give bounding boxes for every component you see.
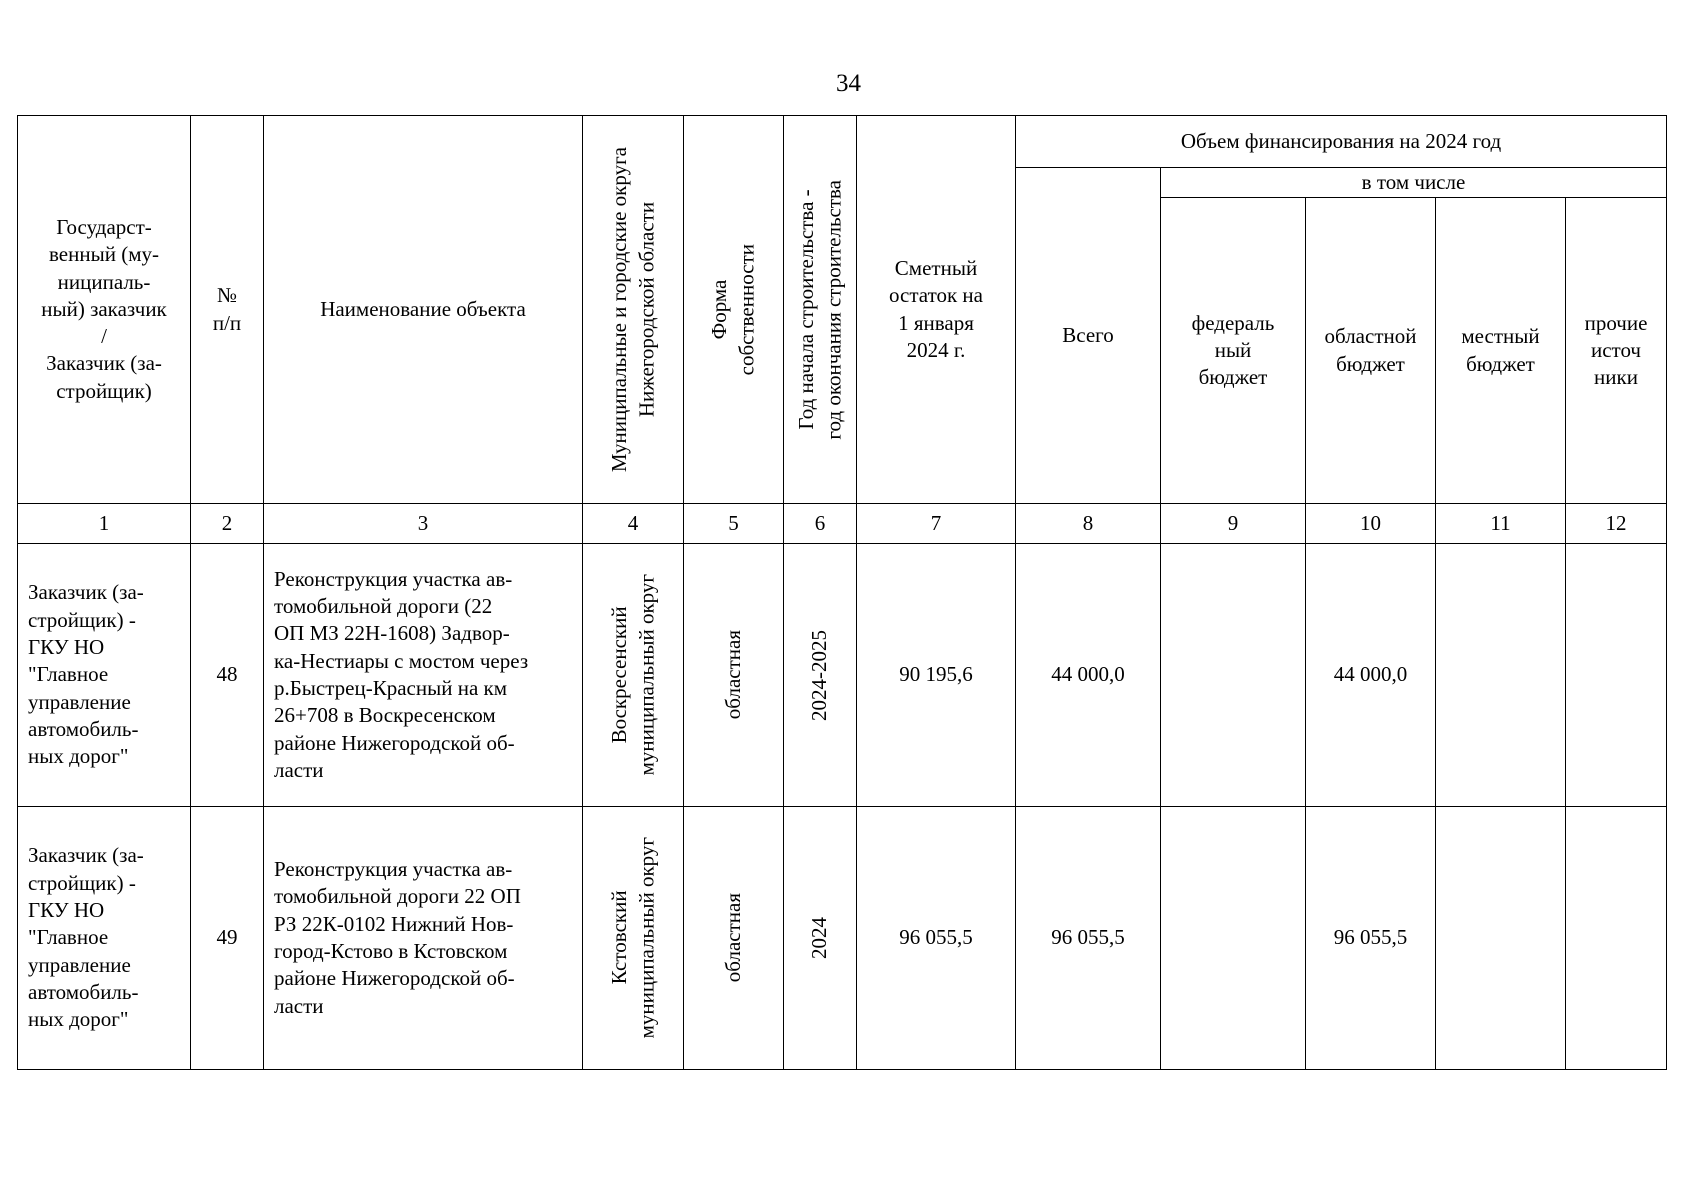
column-number: 2 (191, 504, 264, 544)
row-regional: 44 000,0 (1306, 544, 1436, 807)
column-number: 3 (264, 504, 583, 544)
column-number: 8 (1016, 504, 1161, 544)
header-federal: федераль ный бюджет (1161, 198, 1306, 504)
header-num: № п/п (191, 116, 264, 504)
header-object-name: Наименование объекта (264, 116, 583, 504)
row-ownership: областная (720, 630, 745, 720)
row-regional: 96 055,5 (1306, 807, 1436, 1070)
header-including: в том числе (1161, 168, 1667, 198)
row-years-cell (784, 807, 857, 1070)
row-district: Воскресенский муниципальный округ (606, 574, 658, 776)
column-number: 7 (857, 504, 1016, 544)
row-district: Кстовский муниципальный округ (606, 837, 658, 1039)
header-other: прочие источ ники (1566, 198, 1667, 504)
column-number: 1 (18, 504, 191, 544)
column-number: 10 (1306, 504, 1436, 544)
column-number: 5 (684, 504, 784, 544)
header-ownership: Форма собственности (707, 243, 759, 376)
column-number: 4 (583, 504, 684, 544)
table-row (18, 544, 1667, 807)
header-customer: Государст- венный (му- ниципаль- ный) заказчик / Заказчик (за- стройщик) (18, 116, 191, 504)
row-total: 96 055,5 (1016, 807, 1161, 1070)
row-estimate: 90 195,6 (857, 544, 1016, 807)
row-local (1436, 544, 1566, 807)
column-number-row (18, 504, 1667, 544)
row-total: 44 000,0 (1016, 544, 1161, 807)
row-num: 49 (191, 807, 264, 1070)
row-other (1566, 807, 1667, 1070)
row-other (1566, 544, 1667, 807)
table-row (18, 807, 1667, 1070)
header-ownership-cell (684, 116, 784, 504)
row-estimate: 96 055,5 (857, 807, 1016, 1070)
header-districts-cell (583, 116, 684, 504)
column-number: 12 (1566, 504, 1667, 544)
investment-table (17, 115, 1667, 1070)
column-number: 9 (1161, 504, 1306, 544)
column-number: 6 (784, 504, 857, 544)
header-regional: областной бюджет (1306, 198, 1436, 504)
row-num: 48 (191, 544, 264, 807)
row-years: 2024-2025 (807, 629, 832, 721)
header-total: Всего (1016, 168, 1161, 504)
page-number: 34 (836, 70, 861, 97)
row-ownership: областная (720, 893, 745, 983)
row-ownership-cell (684, 544, 784, 807)
header-estimate: Сметный остаток на 1 января 2024 г. (857, 116, 1016, 504)
row-years-cell (784, 544, 857, 807)
row-local (1436, 807, 1566, 1070)
header-years-cell (784, 116, 857, 504)
header-financing: Объем финансирования на 2024 год (1016, 116, 1667, 168)
header-years: Год начала строительства - год окончания строительства (793, 179, 845, 440)
header-local: местный бюджет (1436, 198, 1566, 504)
row-customer: Заказчик (за- стройщик) - ГКУ НО "Главное управление автомобиль- ных дорог" (18, 544, 191, 807)
row-object-name: Реконструкция участка ав- томобильной дороги 22 ОП РЗ 22К-0102 Нижний Нов- город-Кстово в Кстовском районе Нижегородской об- ласти (264, 807, 583, 1070)
row-ownership-cell (684, 807, 784, 1070)
row-district-cell (583, 807, 684, 1070)
row-customer: Заказчик (за- стройщик) - ГКУ НО "Главное управление автомобиль- ных дорог" (18, 807, 191, 1070)
row-years: 2024 (807, 917, 832, 959)
row-district-cell (583, 544, 684, 807)
header-districts: Муниципальные и городские округа Нижегородской области (606, 146, 658, 473)
column-number: 11 (1436, 504, 1566, 544)
row-federal (1161, 544, 1306, 807)
row-federal (1161, 807, 1306, 1070)
row-object-name: Реконструкция участка ав- томобильной дороги (22 ОП МЗ 22Н-1608) Задвор- ка-Нестиары с мостом через р.Быстрец-Красный на км 26+708 в Воскресенском районе Нижегородской об- ласти (264, 544, 583, 807)
